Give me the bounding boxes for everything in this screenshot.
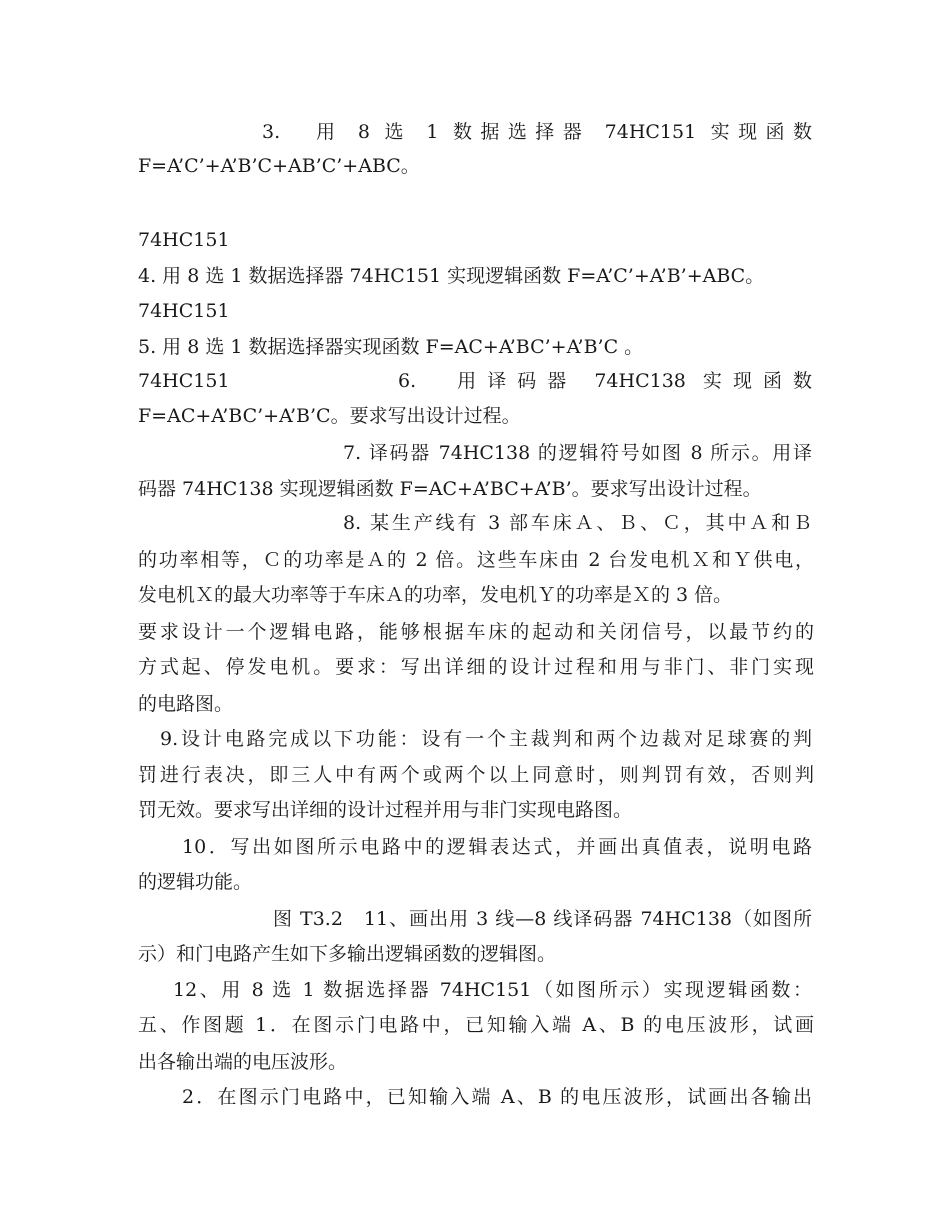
- question-8-line-5: 方式起、停发电机。要求：写出详细的设计过程和用与非门、非门实现: [138, 656, 814, 678]
- section-5-line-1: 五、作图题 1．在图示门电路中，已知输入端 A、B 的电压波形，试画: [138, 1014, 814, 1036]
- question-10-line-2: 的逻辑功能。: [138, 871, 253, 893]
- figure-label-74hc151: 74HC151: [138, 229, 230, 251]
- question-9-line-3: 罚无效。要求写出详细的设计过程并用与非门实现电路图。: [138, 799, 633, 821]
- section-5-line-2: 出各输出端的电压波形。: [138, 1051, 348, 1073]
- figure-label-74hc151: 74HC151: [138, 370, 230, 392]
- question-4-line-1: 4. 用 8 选 1 数据选择器 74HC151 实现逻辑函数 F=A’C’+A’B’+ABC。: [138, 265, 765, 287]
- question-3-line-1: 3. 用 8 选 1 数据选择器 74HC151 实现函数: [262, 121, 812, 143]
- question-8-line-3: 发电机Ｘ的最大功率等于车床Ａ的功率，发电机Ｙ的功率是Ｘ的 3 倍。: [138, 584, 733, 606]
- question-12-line-1: 12、用 8 选 1 数据选择器 74HC151（如图所示）实现逻辑函数：: [173, 979, 812, 1001]
- question-11-line-2: 示）和门电路产生如下多输出逻辑函数的逻辑图。: [138, 943, 557, 965]
- question-8-line-1: 8. 某生产线有 3 部车床Ａ、Ｂ、Ｃ，其中Ａ和Ｂ: [343, 512, 812, 534]
- question-6-line-1: 6. 用译码器 74HC138 实现函数: [398, 370, 812, 392]
- question-6-line-2: F=AC+A’BC’+A’B’C。要求写出设计过程。: [138, 405, 521, 427]
- question-8-line-2: 的功率相等，Ｃ的功率是Ａ的 2 倍。这些车床由 2 台发电机Ｘ和Ｙ供电，: [138, 549, 814, 571]
- question-9-line-2: 罚进行表决，即三人中有两个或两个以上同意时，则判罚有效，否则判: [138, 764, 814, 786]
- question-7-line-2: 码器 74HC138 实现逻辑函数 F=AC+A’BC+A’B’。要求写出设计过程。: [138, 478, 762, 500]
- question-11-line-1: 图 T3.2 11、画出用 3 线—8 线译码器 74HC138（如图所: [273, 908, 812, 930]
- question-9-line-1: 9.设计电路完成以下功能：设有一个主裁判和两个边裁对足球赛的判: [160, 728, 812, 750]
- question-8-line-6: 的电路图。: [138, 693, 234, 715]
- figure-label-74hc151: 74HC151: [138, 300, 230, 322]
- question-5-line-1: 5. 用 8 选 1 数据选择器实现函数 F=AC+A’BC’+A’B’C 。: [138, 336, 644, 358]
- question-3-line-2: F=A’C’+A’B’C+AB’C’+ABC。: [138, 155, 420, 177]
- section-5-question-2-line-1: 2．在图示门电路中，已知输入端 A、B 的电压波形，试画出各输出: [182, 1086, 812, 1108]
- question-7-line-1: 7. 译码器 74HC138 的逻辑符号如图 8 所示。用译: [343, 442, 812, 464]
- question-10-line-1: 10．写出如图所示电路中的逻辑表达式，并画出真值表，说明电路: [182, 836, 812, 858]
- question-8-line-4: 要求设计一个逻辑电路，能够根据车床的起动和关闭信号，以最节约的: [138, 621, 814, 643]
